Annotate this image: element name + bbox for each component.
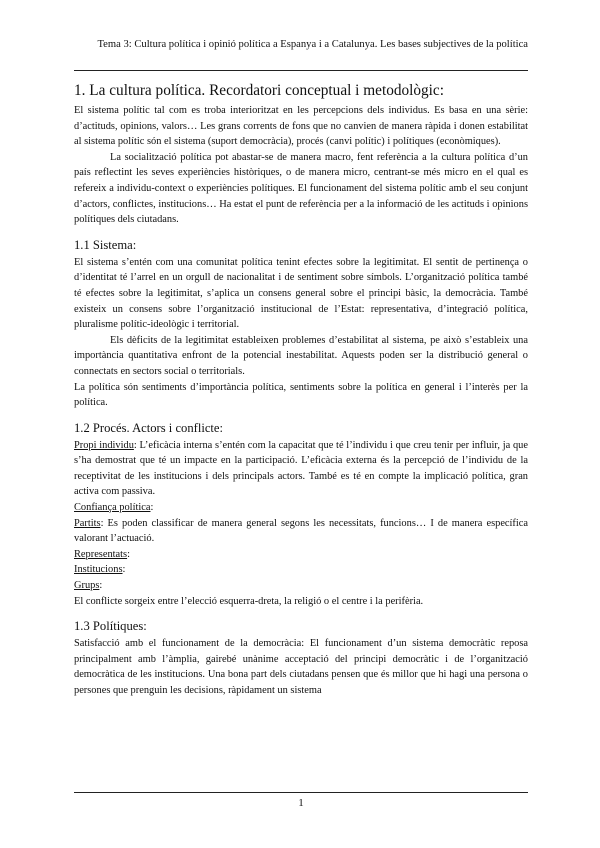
partits-text: : Es poden classificar de manera general segons les necessitats, funcions… I de manera específica valorant l’actuació. [74, 517, 528, 545]
partits-paragraph [74, 516, 528, 547]
institucions-paragraph [74, 562, 528, 578]
conflicte-paragraph: El conflicte sorgeix entre l’elecció esquerra-dreta, la religió o el centre i la perifèria. [74, 595, 424, 607]
section-1-1-paragraph-2: Els dèficits de la legitimitat estableixen problemes d’estabilitat al sistema, pe això s’estableix una importància quantitativa enfront de la potencial inestabilitat. Aquests poden ser la distribució general o connectats en sectors social o territorials. [74, 334, 528, 377]
confianca-paragraph [74, 500, 528, 516]
section-1-heading: 1. La cultura política. Recordatori conceptual i metodològic: [74, 82, 444, 99]
page-content [74, 81, 528, 699]
section-1-1-heading: 1.1 Sistema: [74, 237, 137, 252]
header-divider [74, 70, 528, 71]
section-1-paragraph-2: La socialització política pot abastar-se de manera macro, fent referència a la cultura política d’un país reflectint les seves experiències històriques, o de manera micro, centrant-se més micro en el qual es refereix a individu-context o experiències polítiques. El funcionament del sistema polític amb el seu conjunt d’actors, conflictes, institucions… Ha estat el punt de referència per a la informació de les actituds i opinions polítiques dels ciutadans. [74, 151, 528, 226]
section-1-1-paragraph-3: La política són sentiments d’importància política, sentiments sobre la política en general i l’interès per la política. [74, 381, 528, 409]
document-page [74, 0, 528, 848]
confianca-label: Confiança política [74, 502, 151, 514]
page-number: 1 [298, 797, 304, 809]
section-1-paragraph-1: El sistema polític tal com es troba interioritzat en les percepcions dels individus. Es basa en una sèrie: d’actituds, opinions, valors… Les grans corrents de fons que no canvien de manera ràpida i donen estabilitat al sistema polític són el sistema (suport democràcia), procés (canvi polític) i polítiques (econòmiques). [74, 105, 528, 148]
propi-individu-text: : L’eficàcia interna s’entén com la capacitat que té l’individu i que creu tenir per influir, ja que s’ha demostrat que té un impacte en la participació. L’eficàcia externa és la percepció de l’individu de la receptivitat de les institucions i dels principals actors. També es té en compte la implicació política, gran activa com passiva. [74, 439, 528, 498]
grups-paragraph [74, 578, 528, 594]
confianca-text: : [150, 502, 154, 514]
running-header: Tema 3: Cultura política i opinió política a Espanya i a Catalunya. Les bases subjectives de la política [97, 39, 528, 50]
footer-divider [74, 792, 528, 793]
propi-individu-label: Propi individu [74, 439, 134, 451]
institucions-text: : [122, 564, 126, 576]
propi-individu-paragraph [74, 438, 528, 500]
section-1-3-heading: 1.3 Polítiques: [74, 619, 147, 634]
representats-text: : [127, 548, 130, 560]
section-1-3-paragraph-1: Satisfacció amb el funcionament de la democràcia: El funcionament d’un sistema democràtic reposa principalment amb l’àmplia, gairebé unànime acceptació del principi democràtic i de l’organització democràtica de les institucions. Una bona part dels ciutadans pensen que és millor que hi hagi una persona o persones que prenguin les decisions, ràpidament un sistema [74, 638, 528, 696]
representats-label: Representats [74, 548, 128, 560]
partits-label: Partits [74, 517, 101, 529]
grups-text: : [99, 580, 103, 592]
section-1-1-paragraph-1: El sistema s’entén com una comunitat política tenint efectes sobre la legitimitat. El sentit de pertinença o d’identitat té l’arrel en un orgull de nacionalitat i de sentiment sobre símbols. L’organització política també té efectes sobre la legitimitat, s’aplica un consens general sobre el principi bàsic, la democràcia. També existeix un consens sobre l’organització institucional de l’Estat: representativa, d’integració política, pluralisme polític-ideològic i territorial. [74, 256, 528, 331]
grups-label: Grups [74, 580, 100, 592]
representats-paragraph [74, 547, 528, 563]
institucions-label: Institucions [74, 564, 123, 576]
section-1-2-heading: 1.2 Procés. Actors i conflicte: [74, 420, 223, 435]
